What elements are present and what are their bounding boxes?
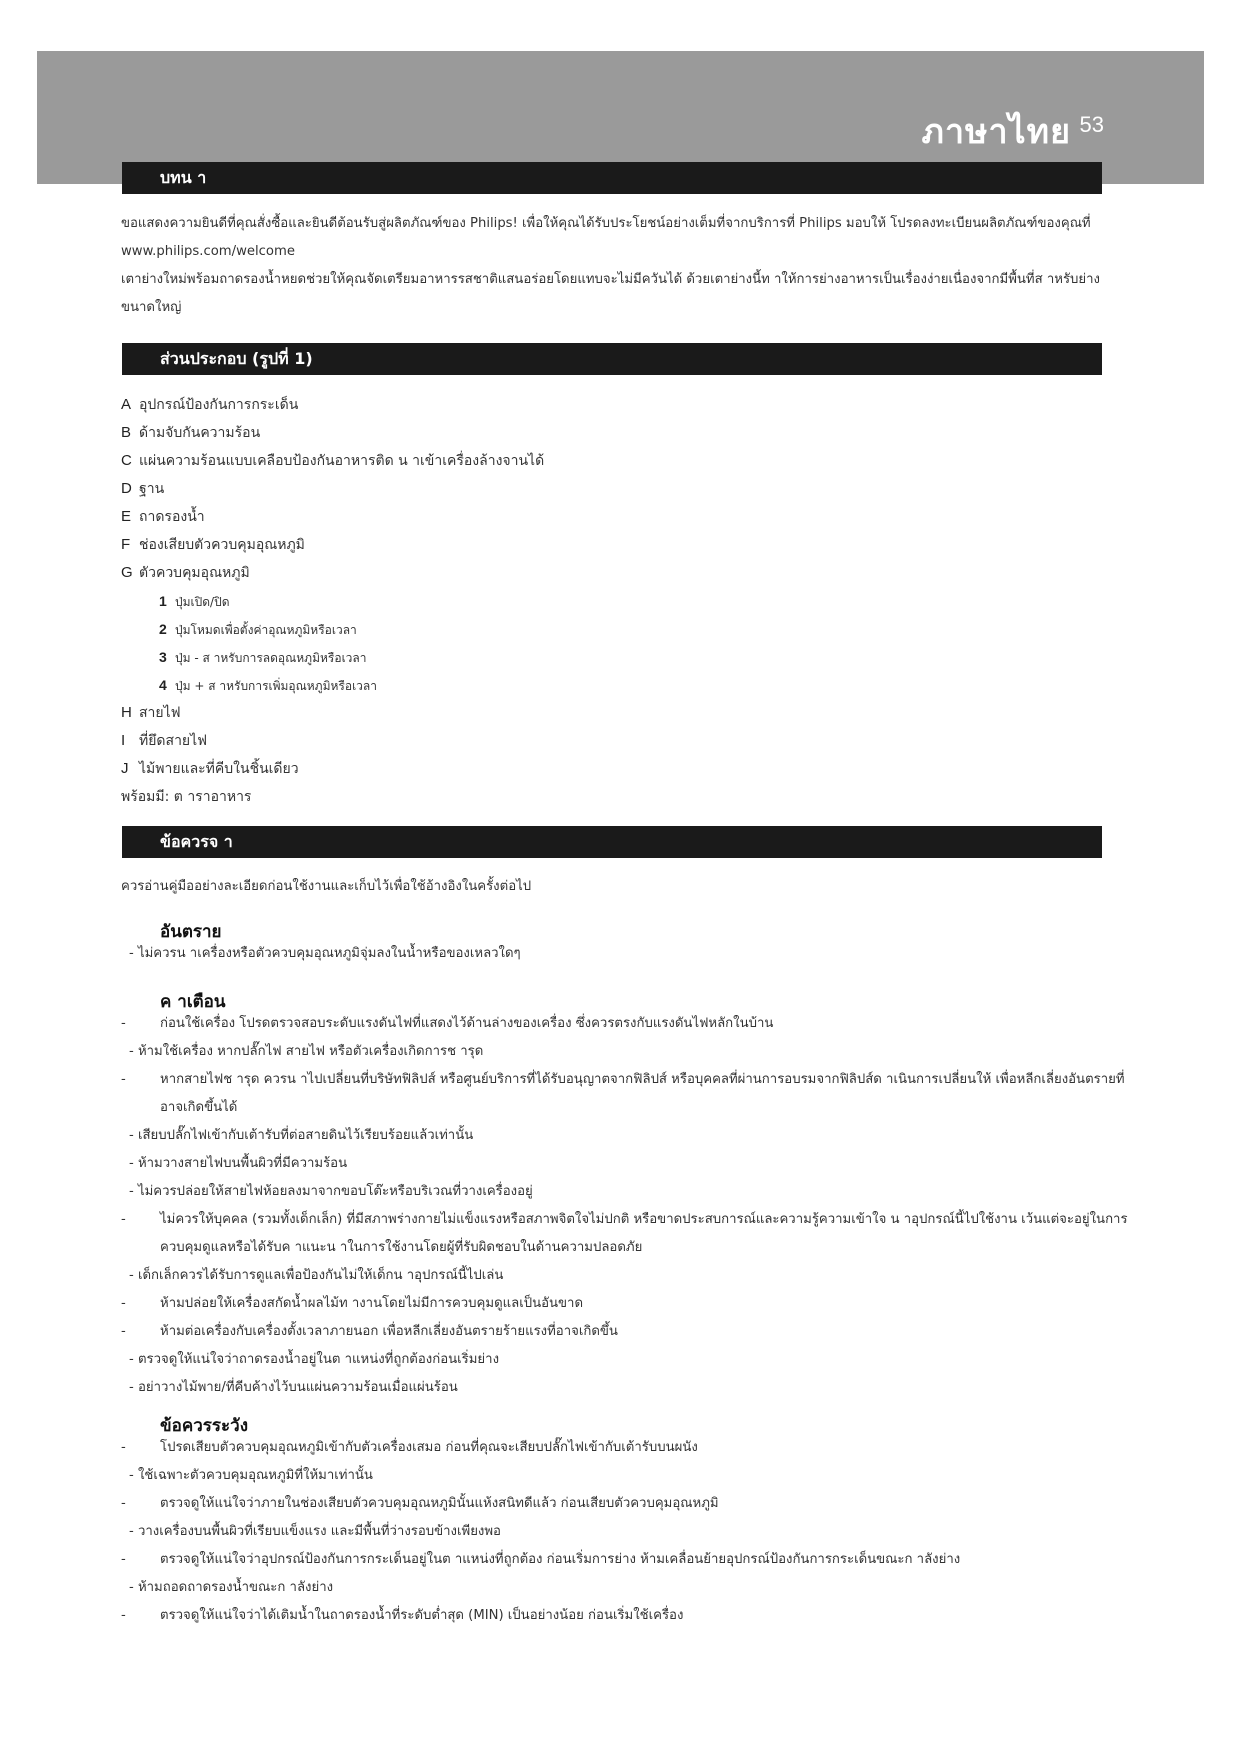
bullet-item	[121, 1490, 1141, 1518]
bullet-text: ห้ามปล่อยให้เครื่องสกัดน้ำผลไม้ท างานโดยไม่มีการควบคุมดูแลเป็นอันขาด	[160, 1296, 584, 1311]
bullet-text: โปรดเสียบตัวควบคุมอุณหภูมิเข้ากับตัวเครื่องเสมอ ก่อนที่คุณจะเสียบปลั๊กไฟเข้ากับเต้ารับบนผนัง	[160, 1440, 698, 1455]
list-item	[121, 699, 1121, 727]
bullet-text: ห้ามถอดถาดรองน้ำขณะก าลังย่าง	[137, 1580, 334, 1595]
list-item-key: 4	[159, 677, 167, 693]
bullet-mark: -	[121, 1496, 126, 1511]
bullet-mark: -	[121, 1072, 126, 1087]
bullet-item	[121, 1178, 1141, 1206]
list-item-text: ปุ่มโหมดเพื่อตั้งค่าอุณหภูมิหรือเวลา	[175, 623, 357, 637]
bullet-text: ห้ามวางสายไฟบนพื้นผิวที่มีความร้อน	[137, 1156, 348, 1171]
list-item-text: ไม้พายและที่คีบในชิ้นเดียว	[139, 761, 299, 777]
bullet-text: เด็กเล็กควรได้รับการดูแลเพื่อป้องกันไม่ให้เด็กน าอุปกรณ์นี้ไปเล่น	[137, 1268, 504, 1283]
list-item	[121, 391, 1121, 419]
bullet-item	[121, 1206, 1141, 1262]
bullet-mark: -	[121, 1324, 126, 1339]
section-title-parts: ส่วนประกอบ (รูปที่ 1)	[122, 343, 1102, 375]
bullet-mark: -	[121, 1212, 126, 1227]
list-item-key: I	[121, 732, 126, 749]
section-title-important: ข้อควรจ า	[122, 826, 1102, 858]
bullet-item	[121, 1374, 1141, 1402]
bullet-text: ก่อนใช้เครื่อง โปรดตรวจสอบระดับแรงดันไฟที่แสดงไว้ด้านล่างของเครื่อง ซึ่งควรตรงกับแรงดันไฟหลักในบ้าน	[160, 1016, 774, 1031]
danger-heading: อันตราย	[160, 922, 222, 942]
list-item-key: C	[121, 452, 132, 469]
list-item	[121, 419, 1121, 447]
warning-heading: ค าเตือน	[160, 992, 226, 1012]
list-item-text: สายไฟ	[139, 705, 181, 721]
bullet-text: ไม่ควรปล่อยให้สายไฟห้อยลงมาจากขอบโต๊ะหรือบริเวณที่วางเครื่องอยู่	[137, 1184, 533, 1199]
list-item-text: ฐาน	[139, 481, 165, 497]
bullet-text: เสียบปลั๊กไฟเข้ากับเต้ารับที่ต่อสายดินไว้เรียบร้อยแล้วเท่านั้น	[137, 1128, 474, 1143]
bullet-text: ตรวจดูให้แน่ใจว่าถาดรองน้ำอยู่ในต าแหน่งที่ถูกต้องก่อนเริ่มย่าง	[137, 1352, 500, 1367]
bullet-item	[121, 1066, 1141, 1122]
bullet-item	[121, 1318, 1141, 1346]
bullet-text: ตรวจดูให้แน่ใจว่าภายในช่องเสียบตัวควบคุมอุณหภูมินั้นแห้งสนิทดีแล้ว ก่อนเสียบตัวควบคุมอุณหภูมิ	[160, 1496, 719, 1511]
list-item	[121, 755, 1121, 783]
bullet-mark: -	[121, 1552, 126, 1567]
caution-list	[121, 1434, 1141, 1630]
parts-note: พร้อมมี: ต าราอาหาร	[121, 789, 252, 805]
list-item	[121, 587, 1121, 615]
page-number: 53	[1079, 112, 1104, 137]
bullet-item	[121, 1574, 1141, 1602]
list-item-text: อุปกรณ์ป้องกันการกระเด็น	[139, 397, 299, 413]
bullet-mark: -	[121, 1440, 126, 1455]
list-item-key: H	[121, 704, 132, 721]
bullet-item	[121, 1262, 1141, 1290]
bullet-text: ใช้เฉพาะตัวควบคุมอุณหภูมิที่ให้มาเท่านั้น	[137, 1468, 373, 1483]
danger-list	[121, 940, 1141, 968]
bullet-item	[121, 1122, 1141, 1150]
intro-paragraph-1: ขอแสดงความยินดีที่คุณสั่งซื้อและยินดีต้อนรับสู่ผลิตภัณฑ์ของ Philips! เพื่อให้คุณได้รับประโยชน์อย่างเต็มที่จากบริการที่ Philips มอบให้ โปรดลงทะเบียนผลิตภัณฑ์ของคุณที่ www.philips.com/welcome	[121, 216, 1091, 259]
bullet-mark: -	[129, 1580, 138, 1595]
list-item-key: 3	[159, 649, 167, 665]
bullet-text: ไม่ควรให้บุคคล (รวมทั้งเด็กเล็ก) ที่มีสภาพร่างกายไม่แข็งแรงหรือสภาพจิตใจไม่ปกติ หรือขาดประสบการณ์และความรู้ความเข้าใจ น าอุปกรณ์นี้ไปใช้งาน เว้นแต่จะอยู่ในการควบคุมดูแลหรือได้รับค าแนะน าในการใช้งานโดยผู้ที่รับผิดชอบในด้านความปลอดภัย	[160, 1212, 1128, 1255]
bullet-item	[121, 1462, 1141, 1490]
list-item-text: แผ่นความร้อนแบบเคลือบป้องกันอาหารติด น าเข้าเครื่องล้างจานได้	[139, 453, 545, 469]
list-item	[121, 559, 1121, 587]
bullet-text: ห้ามใช้เครื่อง หากปลั๊กไฟ สายไฟ หรือตัวเครื่องเกิดการช ารุด	[137, 1044, 484, 1059]
list-item-text: ตัวควบคุมอุณหภูมิ	[139, 565, 250, 581]
list-item-text: ปุ่ม + ส าหรับการเพิ่มอุณหภูมิหรือเวลา	[175, 679, 377, 693]
list-item-text: ปุ่มเปิด/ปิด	[175, 595, 230, 609]
bullet-mark: -	[129, 1184, 138, 1199]
bullet-item	[121, 1346, 1141, 1374]
list-item-key: G	[121, 564, 133, 581]
bullet-mark: -	[129, 946, 138, 961]
list-item	[121, 503, 1121, 531]
bullet-item	[121, 1010, 1141, 1038]
bullet-text: อย่าวางไม้พาย/ที่คีบค้างไว้บนแผ่นความร้อนเมื่อแผ่นร้อน	[137, 1380, 458, 1395]
list-item	[121, 615, 1121, 643]
bullet-mark: -	[121, 1608, 126, 1623]
bullet-text: วางเครื่องบนพื้นผิวที่เรียบแข็งแรง และมีพื้นที่ว่างรอบข้างเพียงพอ	[137, 1524, 501, 1539]
bullet-text: ไม่ควรน าเครื่องหรือตัวควบคุมอุณหภูมิจุ่มลงในน้ำหรือของเหลวใดๆ	[137, 946, 521, 961]
bullet-text: ตรวจดูให้แน่ใจว่าได้เติมน้ำในถาดรองน้ำที่ระดับต่ำสุด (MIN) เป็นอย่างน้อย ก่อนเริ่มใช้เครื่อง	[160, 1608, 684, 1623]
list-item	[121, 531, 1121, 559]
list-item	[121, 447, 1121, 475]
bullet-mark: -	[129, 1380, 138, 1395]
bullet-mark: -	[121, 1296, 126, 1311]
list-item	[121, 475, 1121, 503]
bullet-text: ตรวจดูให้แน่ใจว่าอุปกรณ์ป้องกันการกระเด็นอยู่ในต าแหน่งที่ถูกต้อง ก่อนเริ่มการย่าง ห้ามเคลื่อนย้ายอุปกรณ์ป้องกันการกระเด็นขณะก าลังย่าง	[160, 1552, 961, 1567]
list-item-key: F	[121, 536, 131, 553]
section-title-intro: บทน า	[122, 162, 1102, 194]
list-item-key: 1	[159, 593, 167, 609]
bullet-mark: -	[129, 1044, 138, 1059]
bullet-mark: -	[129, 1468, 138, 1483]
list-item	[121, 643, 1121, 671]
list-item	[121, 727, 1121, 755]
list-item-key: E	[121, 508, 132, 525]
list-item	[121, 671, 1121, 699]
bullet-item	[121, 1038, 1141, 1066]
list-item-text: ด้ามจับกันความร้อน	[139, 425, 261, 441]
bullet-item	[121, 1518, 1141, 1546]
list-item-text: ที่ยึดสายไฟ	[139, 733, 208, 749]
bullet-text: หากสายไฟช ารุด ควรน าไปเปลี่ยนที่บริษัทฟิลิปส์ หรือศูนย์บริการที่ได้รับอนุญาตจากฟิลิปส์ หรือบุคคลที่ผ่านการอบรมจากฟิลิปส์ด าเนินการเปลี่ยนให้ เพื่อหลีกเลี่ยงอันตรายที่อาจเกิดขึ้นได้	[160, 1072, 1125, 1115]
bullet-item	[121, 940, 1141, 968]
bullet-item	[121, 1150, 1141, 1178]
list-item-text: ปุ่ม - ส าหรับการลดอุณหภูมิหรือเวลา	[175, 651, 367, 665]
caution-heading: ข้อควรระวัง	[160, 1416, 248, 1436]
bullet-text: ห้ามต่อเครื่องกับเครื่องตั้งเวลาภายนอก เพื่อหลีกเลี่ยงอันตรายร้ายแรงที่อาจเกิดขึ้น	[160, 1324, 618, 1339]
bullet-item	[121, 1546, 1141, 1574]
warning-list	[121, 1010, 1141, 1402]
bullet-mark: -	[129, 1156, 138, 1171]
list-item-key: A	[121, 396, 132, 413]
parts-list	[121, 391, 1121, 811]
intro-paragraph-2: เตาย่างใหม่พร้อมถาดรองน้ำหยดช่วยให้คุณจัดเตรียมอาหารรสชาติแสนอร่อยโดยแทบจะไม่มีควันได้ ด้วยเตาย่างนี้ท าให้การย่างอาหารเป็นเรื่องง่ายเนื่องจากมีพื้นที่ส าหรับย่างขนาดใหญ่	[121, 272, 1100, 315]
bullet-mark: -	[129, 1352, 138, 1367]
list-item-key: 2	[159, 621, 167, 637]
bullet-mark: -	[121, 1016, 126, 1031]
list-item-text: ช่องเสียบตัวควบคุมอุณหภูมิ	[139, 537, 305, 553]
bullet-item	[121, 1602, 1141, 1630]
bullet-mark: -	[129, 1524, 138, 1539]
important-intro: ควรอ่านคู่มืออย่างละเอียดก่อนใช้งานและเก็บไว้เพื่อใช้อ้างอิงในครั้งต่อไป	[121, 879, 532, 894]
list-item-key: B	[121, 424, 132, 441]
list-item-text: ถาดรองน้ำ	[139, 509, 205, 525]
bullet-item	[121, 1290, 1141, 1318]
bullet-mark: -	[129, 1128, 138, 1143]
bullet-mark: -	[129, 1268, 138, 1283]
list-item-key: J	[121, 760, 129, 777]
bullet-item	[121, 1434, 1141, 1462]
header-language: ภาษาไทย	[921, 112, 1071, 152]
list-item-key: D	[121, 480, 132, 497]
